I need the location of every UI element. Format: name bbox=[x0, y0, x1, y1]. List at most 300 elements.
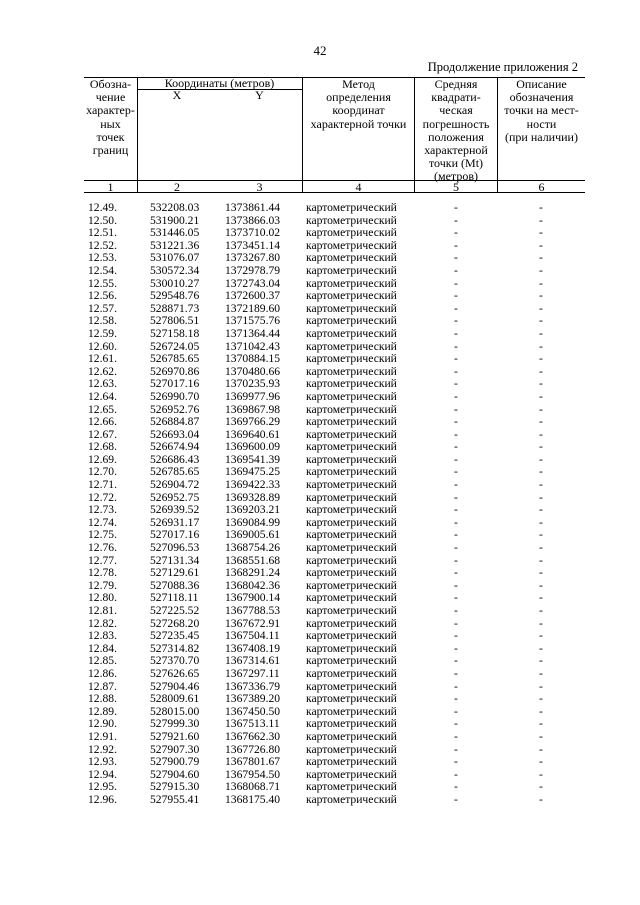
mean-error: - bbox=[454, 389, 458, 403]
point-id: 12.66. bbox=[88, 415, 117, 429]
coord-y: 1367801.67 bbox=[225, 755, 281, 769]
description: - bbox=[539, 226, 543, 240]
coord-x: 527131.34 bbox=[150, 553, 200, 567]
method: картометрический bbox=[306, 792, 397, 806]
coord-x: 527626.65 bbox=[150, 666, 200, 680]
description: - bbox=[539, 402, 543, 416]
mean-error: - bbox=[454, 490, 458, 504]
coord-x: 527999.30 bbox=[150, 717, 200, 731]
page-number: 42 bbox=[313, 43, 327, 58]
point-id: 12.64. bbox=[88, 389, 117, 403]
coord-y: 1367336.79 bbox=[225, 679, 281, 693]
mean-error: - bbox=[454, 402, 458, 416]
description: - bbox=[539, 641, 543, 655]
method: картометрический bbox=[306, 201, 397, 214]
coord-x: 530572.34 bbox=[150, 263, 200, 277]
coord-x: 527096.53 bbox=[150, 541, 200, 555]
description: - bbox=[539, 616, 543, 630]
description: - bbox=[539, 478, 543, 492]
coord-y: 1373710.02 bbox=[225, 226, 281, 240]
method: картометрический bbox=[306, 301, 397, 315]
method: картометрический bbox=[306, 478, 397, 492]
coord-x: 527907.30 bbox=[150, 742, 200, 756]
coord-y: 1368754.26 bbox=[225, 541, 281, 555]
description: - bbox=[539, 503, 543, 517]
mean-error: - bbox=[454, 352, 458, 366]
method: картометрический bbox=[306, 729, 397, 743]
description: - bbox=[539, 389, 543, 403]
point-id: 12.61. bbox=[88, 352, 117, 366]
mean-error: - bbox=[454, 515, 458, 529]
coord-x: 527129.61 bbox=[150, 566, 200, 580]
coord-x: 526686.43 bbox=[150, 452, 200, 466]
coord-y: 1367662.30 bbox=[225, 729, 281, 743]
header-description: Описание обозначения точки на мест- ности (при наличии) bbox=[504, 77, 579, 144]
method: картометрический bbox=[306, 263, 397, 277]
point-id: 12.53. bbox=[88, 251, 117, 265]
point-id: 12.58. bbox=[88, 314, 117, 328]
coord-x: 526785.65 bbox=[150, 465, 200, 479]
table-row bbox=[84, 202, 585, 215]
coord-y: 1370884.15 bbox=[225, 352, 281, 366]
coord-y: 1372978.79 bbox=[225, 263, 281, 277]
coord-y: 1369600.09 bbox=[225, 440, 281, 454]
coord-x: 526884.87 bbox=[150, 415, 200, 429]
method: картометрический bbox=[306, 377, 397, 391]
description: - bbox=[539, 490, 543, 504]
method: картометрический bbox=[306, 415, 397, 429]
coord-y: 1369328.89 bbox=[225, 490, 281, 504]
coord-y: 1369422.33 bbox=[225, 478, 281, 492]
mean-error: - bbox=[454, 377, 458, 391]
point-id: 12.84. bbox=[88, 641, 117, 655]
method: картометрический bbox=[306, 314, 397, 328]
coord-y: 1368551.68 bbox=[225, 553, 281, 567]
point-id: 12.87. bbox=[88, 679, 117, 693]
point-id: 12.72. bbox=[88, 490, 117, 504]
coord-x: 527915.30 bbox=[150, 780, 200, 794]
mean-error: - bbox=[454, 755, 458, 769]
mean-error: - bbox=[454, 541, 458, 555]
coord-x: 527806.51 bbox=[150, 314, 200, 328]
coord-x: 531900.21 bbox=[150, 213, 200, 227]
coord-y: 1367513.11 bbox=[225, 717, 280, 731]
description: - bbox=[539, 541, 543, 555]
coord-x: 527370.70 bbox=[150, 654, 200, 668]
point-id: 12.68. bbox=[88, 440, 117, 454]
description: - bbox=[539, 604, 543, 617]
coord-y: 1371042.43 bbox=[225, 339, 281, 353]
point-id: 12.79. bbox=[88, 578, 117, 592]
coord-y: 1367297.11 bbox=[225, 666, 280, 680]
point-id: 12.62. bbox=[88, 364, 117, 378]
description: - bbox=[539, 314, 543, 328]
point-id: 12.55. bbox=[88, 276, 117, 290]
description: - bbox=[539, 201, 543, 214]
method: картометрический bbox=[306, 578, 397, 592]
mean-error: - bbox=[454, 238, 458, 252]
header-coordinates: Координаты (метров) bbox=[164, 76, 275, 90]
coord-y: 1370480.66 bbox=[225, 364, 281, 378]
description: - bbox=[539, 465, 543, 479]
coord-y: 1368042.36 bbox=[225, 578, 281, 592]
coord-y: 1367788.53 bbox=[225, 604, 281, 617]
point-id: 12.73. bbox=[88, 503, 117, 517]
method: картометрический bbox=[306, 742, 397, 756]
coord-y: 1372189.60 bbox=[225, 301, 281, 315]
coord-x: 528871.73 bbox=[150, 301, 200, 315]
mean-error: - bbox=[454, 578, 458, 592]
mean-error: - bbox=[454, 440, 458, 454]
coord-x: 526939.52 bbox=[150, 503, 200, 517]
col-number-5: 5 bbox=[453, 180, 459, 194]
point-id: 12.49. bbox=[88, 201, 117, 214]
coord-y: 1369541.39 bbox=[225, 452, 281, 466]
coord-y: 1371364.44 bbox=[225, 326, 281, 340]
header-x: X bbox=[172, 88, 182, 102]
description: - bbox=[539, 553, 543, 567]
coord-y: 1368068.71 bbox=[225, 780, 281, 794]
mean-error: - bbox=[454, 729, 458, 743]
continuation-caption: Продолжение приложения 2 bbox=[427, 60, 578, 74]
coord-y: 1369203.21 bbox=[225, 503, 281, 517]
coord-y: 1367900.14 bbox=[225, 591, 281, 605]
mean-error: - bbox=[454, 301, 458, 315]
header-y: Y bbox=[255, 88, 264, 102]
mean-error: - bbox=[454, 263, 458, 277]
mean-error: - bbox=[454, 679, 458, 693]
mean-error: - bbox=[454, 591, 458, 605]
method: картометрический bbox=[306, 755, 397, 769]
method: картометрический bbox=[306, 352, 397, 366]
coord-x: 526952.76 bbox=[150, 402, 200, 416]
coord-y: 1367726.80 bbox=[225, 742, 281, 756]
point-id: 12.71. bbox=[88, 478, 117, 492]
description: - bbox=[539, 591, 543, 605]
coord-x: 526724.05 bbox=[150, 339, 200, 353]
coord-x: 526990.70 bbox=[150, 389, 200, 403]
coord-x: 527268.20 bbox=[150, 616, 200, 630]
method: картометрический bbox=[306, 389, 397, 403]
method: картометрический bbox=[306, 402, 397, 416]
header-method: Метод определения координат характерной точки bbox=[310, 77, 407, 131]
coord-x: 527017.16 bbox=[150, 377, 200, 391]
method: картометрический bbox=[306, 515, 397, 529]
description: - bbox=[539, 767, 543, 781]
method: картометрический bbox=[306, 226, 397, 240]
coord-y: 1367954.50 bbox=[225, 767, 281, 781]
point-id: 12.81. bbox=[88, 604, 117, 617]
table-row bbox=[84, 542, 585, 555]
mean-error: - bbox=[454, 780, 458, 794]
method: картометрический bbox=[306, 528, 397, 542]
coord-x: 531221.36 bbox=[150, 238, 200, 252]
table-row bbox=[84, 265, 585, 278]
col-number-4: 4 bbox=[355, 180, 362, 194]
mean-error: - bbox=[454, 792, 458, 806]
col-number-3: 3 bbox=[256, 180, 263, 194]
coord-y: 1372600.37 bbox=[225, 289, 281, 303]
description: - bbox=[539, 339, 543, 353]
method: картометрический bbox=[306, 704, 397, 718]
method: картометрический bbox=[306, 490, 397, 504]
coord-x: 527904.46 bbox=[150, 679, 200, 693]
description: - bbox=[539, 301, 543, 315]
mean-error: - bbox=[454, 704, 458, 718]
mean-error: - bbox=[454, 201, 458, 214]
point-id: 12.51. bbox=[88, 226, 117, 240]
mean-error: - bbox=[454, 503, 458, 517]
coord-y: 1373861.44 bbox=[225, 201, 281, 214]
method: картометрический bbox=[306, 238, 397, 252]
point-id: 12.52. bbox=[88, 238, 117, 252]
coord-y: 1369005.61 bbox=[225, 528, 281, 542]
table-row bbox=[84, 668, 585, 681]
mean-error: - bbox=[454, 528, 458, 542]
point-id: 12.59. bbox=[88, 326, 117, 340]
coord-x: 531076.07 bbox=[150, 251, 200, 265]
coord-y: 1368175.40 bbox=[225, 792, 281, 806]
point-id: 12.50. bbox=[88, 213, 117, 227]
coord-y: 1371575.76 bbox=[225, 314, 281, 328]
method: картометрический bbox=[306, 666, 397, 680]
method: картометрический bbox=[306, 364, 397, 378]
description: - bbox=[539, 427, 543, 441]
col-number-1: 1 bbox=[107, 180, 114, 194]
method: картометрический bbox=[306, 326, 397, 340]
mean-error: - bbox=[454, 364, 458, 378]
point-id: 12.85. bbox=[88, 654, 117, 668]
coord-y: 1369084.99 bbox=[225, 515, 281, 529]
coord-y: 1369977.96 bbox=[225, 389, 281, 403]
description: - bbox=[539, 742, 543, 756]
description: - bbox=[539, 364, 543, 378]
table-body bbox=[84, 202, 585, 807]
mean-error: - bbox=[454, 767, 458, 781]
table-row bbox=[84, 630, 585, 643]
description: - bbox=[539, 780, 543, 794]
method: картометрический bbox=[306, 553, 397, 567]
mean-error: - bbox=[454, 641, 458, 655]
col-number-2: 2 bbox=[174, 180, 180, 194]
point-id: 12.93. bbox=[88, 755, 117, 769]
table-row bbox=[84, 391, 585, 404]
method: картометрический bbox=[306, 289, 397, 303]
coord-x: 529548.76 bbox=[150, 289, 200, 303]
coord-x: 526970.86 bbox=[150, 364, 200, 378]
table-header bbox=[84, 77, 585, 193]
mean-error: - bbox=[454, 742, 458, 756]
mean-error: - bbox=[454, 226, 458, 240]
method: картометрический bbox=[306, 629, 397, 643]
mean-error: - bbox=[454, 326, 458, 340]
mean-error: - bbox=[454, 289, 458, 303]
point-id: 12.96. bbox=[88, 792, 117, 806]
coord-y: 1369475.25 bbox=[225, 465, 281, 479]
coord-y: 1367504.11 bbox=[225, 629, 280, 643]
description: - bbox=[539, 289, 543, 303]
description: - bbox=[539, 377, 543, 391]
coord-x: 527955.41 bbox=[150, 792, 200, 806]
point-id: 12.74. bbox=[88, 515, 117, 529]
point-id: 12.56. bbox=[88, 289, 117, 303]
mean-error: - bbox=[454, 566, 458, 580]
table-row bbox=[84, 756, 585, 769]
mean-error: - bbox=[454, 717, 458, 731]
table-row bbox=[84, 441, 585, 454]
description: - bbox=[539, 578, 543, 592]
description: - bbox=[539, 528, 543, 542]
coord-x: 527017.16 bbox=[150, 528, 200, 542]
coord-x: 526693.04 bbox=[150, 427, 200, 441]
description: - bbox=[539, 792, 543, 806]
coord-x: 527235.45 bbox=[150, 629, 200, 643]
mean-error: - bbox=[454, 339, 458, 353]
col-number-6: 6 bbox=[538, 180, 545, 194]
description: - bbox=[539, 654, 543, 668]
coord-y: 1367672.91 bbox=[225, 616, 281, 630]
table-row bbox=[84, 479, 585, 492]
method: картометрический bbox=[306, 276, 397, 290]
coord-x: 531446.05 bbox=[150, 226, 200, 240]
description: - bbox=[539, 263, 543, 277]
method: картометрический bbox=[306, 440, 397, 454]
mean-error: - bbox=[454, 666, 458, 680]
point-id: 12.88. bbox=[88, 692, 117, 706]
coord-x: 526904.72 bbox=[150, 478, 200, 492]
method: картометрический bbox=[306, 339, 397, 353]
method: картометрический bbox=[306, 591, 397, 605]
table-row bbox=[84, 416, 585, 429]
table-row bbox=[84, 794, 585, 807]
point-id: 12.92. bbox=[88, 742, 117, 756]
mean-error: - bbox=[454, 553, 458, 567]
mean-error: - bbox=[454, 314, 458, 328]
method: картометрический bbox=[306, 541, 397, 555]
point-id: 12.83. bbox=[88, 629, 117, 643]
description: - bbox=[539, 238, 543, 252]
coord-y: 1367314.61 bbox=[225, 654, 281, 668]
mean-error: - bbox=[454, 692, 458, 706]
coord-x: 527314.82 bbox=[150, 641, 200, 655]
mean-error: - bbox=[454, 213, 458, 227]
description: - bbox=[539, 629, 543, 643]
method: картометрический bbox=[306, 654, 397, 668]
method: картометрический bbox=[306, 717, 397, 731]
method: картометрический bbox=[306, 780, 397, 794]
coord-y: 1369640.61 bbox=[225, 427, 281, 441]
point-id: 12.76. bbox=[88, 541, 117, 555]
coord-x: 532208.03 bbox=[150, 201, 200, 214]
coord-y: 1367408.19 bbox=[225, 641, 281, 655]
coord-x: 526785.65 bbox=[150, 352, 200, 366]
table-row bbox=[84, 353, 585, 366]
method: картометрический bbox=[306, 767, 397, 781]
description: - bbox=[539, 717, 543, 731]
point-id: 12.86. bbox=[88, 666, 117, 680]
mean-error: - bbox=[454, 276, 458, 290]
mean-error: - bbox=[454, 654, 458, 668]
coord-x: 527904.60 bbox=[150, 767, 200, 781]
mean-error: - bbox=[454, 465, 458, 479]
table-row bbox=[84, 567, 585, 580]
method: картометрический bbox=[306, 566, 397, 580]
point-id: 12.82. bbox=[88, 616, 117, 630]
description: - bbox=[539, 666, 543, 680]
point-id: 12.89. bbox=[88, 704, 117, 718]
method: картометрический bbox=[306, 692, 397, 706]
coord-y: 1369766.29 bbox=[225, 415, 281, 429]
description: - bbox=[539, 679, 543, 693]
method: картометрический bbox=[306, 679, 397, 693]
description: - bbox=[539, 755, 543, 769]
point-id: 12.65. bbox=[88, 402, 117, 416]
point-id: 12.69. bbox=[88, 452, 117, 466]
coord-y: 1368291.24 bbox=[225, 566, 281, 580]
point-id: 12.54. bbox=[88, 263, 117, 277]
coord-x: 530010.27 bbox=[150, 276, 200, 290]
coord-x: 526931.17 bbox=[150, 515, 200, 529]
coord-x: 527118.11 bbox=[150, 591, 199, 605]
point-id: 12.77. bbox=[88, 553, 117, 567]
table-row bbox=[84, 605, 585, 618]
coord-y: 1373267.80 bbox=[225, 251, 281, 265]
table-row bbox=[84, 227, 585, 240]
description: - bbox=[539, 276, 543, 290]
method: картометрический bbox=[306, 213, 397, 227]
description: - bbox=[539, 326, 543, 340]
table-row bbox=[84, 693, 585, 706]
method: картометрический bbox=[306, 641, 397, 655]
point-id: 12.75. bbox=[88, 528, 117, 542]
mean-error: - bbox=[454, 629, 458, 643]
description: - bbox=[539, 352, 543, 366]
method: картометрический bbox=[306, 503, 397, 517]
point-id: 12.57. bbox=[88, 301, 117, 315]
point-id: 12.67. bbox=[88, 427, 117, 441]
point-id: 12.63. bbox=[88, 377, 117, 391]
coord-x: 527225.52 bbox=[150, 604, 200, 617]
point-id: 12.78. bbox=[88, 566, 117, 580]
point-id: 12.90. bbox=[88, 717, 117, 731]
coord-x: 526952.75 bbox=[150, 490, 200, 504]
header-designation: Обозна- чение характер- ных точек границ bbox=[86, 77, 135, 158]
point-id: 12.95. bbox=[88, 780, 117, 794]
coord-x: 527900.79 bbox=[150, 755, 200, 769]
point-id: 12.70. bbox=[88, 465, 117, 479]
coord-y: 1367389.20 bbox=[225, 692, 281, 706]
coord-y: 1373451.14 bbox=[225, 238, 281, 252]
method: картометрический bbox=[306, 427, 397, 441]
mean-error: - bbox=[454, 251, 458, 265]
mean-error: - bbox=[454, 604, 458, 617]
coord-x: 528015.00 bbox=[150, 704, 200, 718]
description: - bbox=[539, 251, 543, 265]
description: - bbox=[539, 440, 543, 454]
table-row bbox=[84, 504, 585, 517]
table-row bbox=[84, 731, 585, 744]
description: - bbox=[539, 566, 543, 580]
description: - bbox=[539, 213, 543, 227]
method: картометрический bbox=[306, 452, 397, 466]
method: картометрический bbox=[306, 616, 397, 630]
description: - bbox=[539, 729, 543, 743]
description: - bbox=[539, 415, 543, 429]
coord-y: 1370235.93 bbox=[225, 377, 281, 391]
header-mean-error: Средняя квадрати- ческая погрешность положения характерной точки (Mt) (метров) bbox=[422, 77, 490, 184]
description: - bbox=[539, 452, 543, 466]
method: картометрический bbox=[306, 604, 397, 617]
